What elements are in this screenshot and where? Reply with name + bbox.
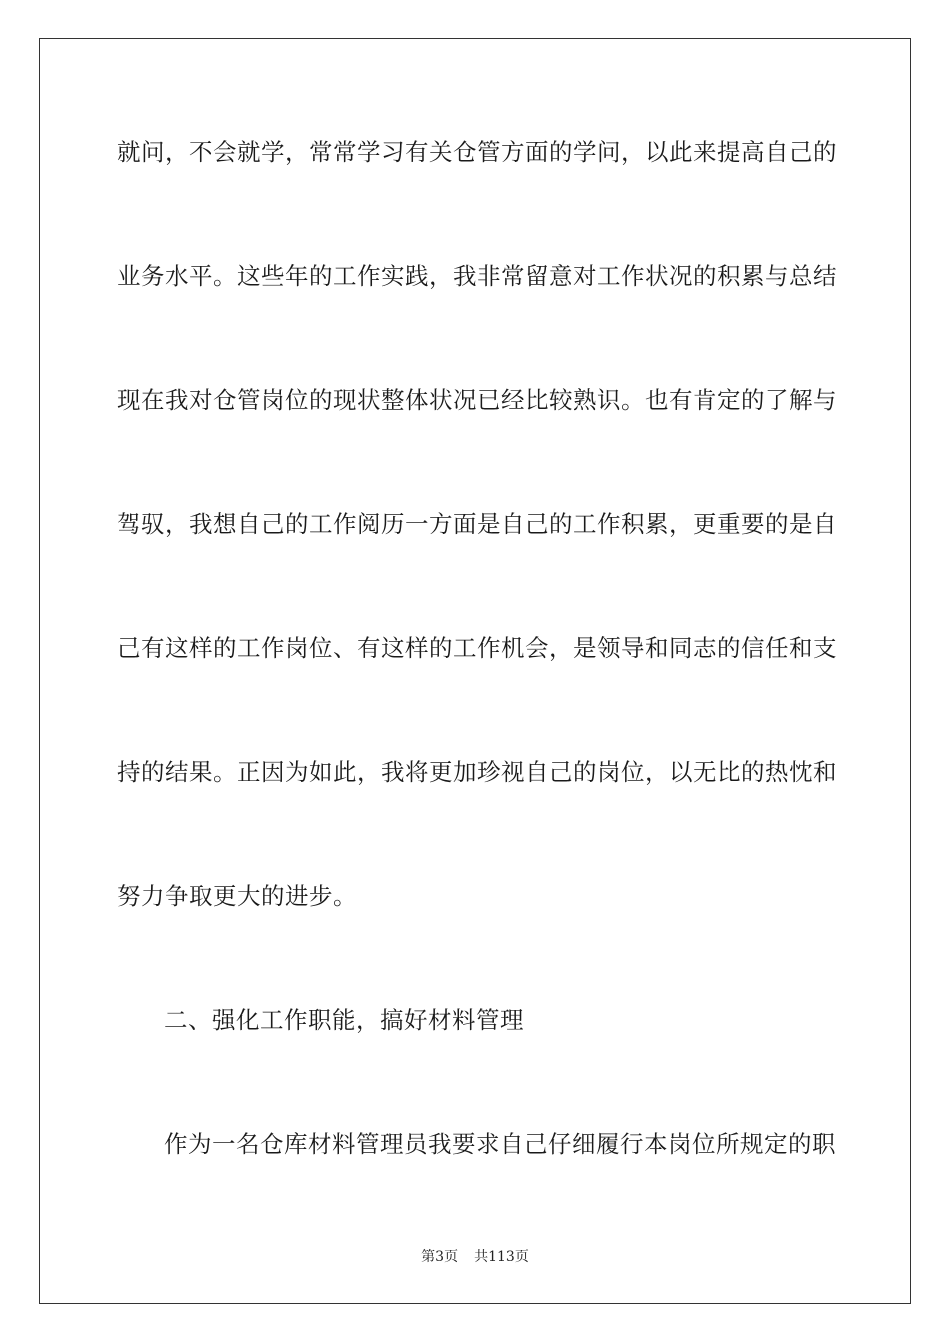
- current-page-number: 第3页: [421, 1249, 459, 1265]
- paragraph-line: 己有这样的工作岗位、有这样的工作机会，是领导和同志的信任和支: [117, 634, 837, 662]
- paragraph-line: 驾驭，我想自己的工作阅历一方面是自己的工作积累，更重要的是自: [117, 510, 837, 538]
- document-body: [117, 128, 837, 1244]
- page-footer: [0, 1246, 950, 1266]
- paragraph-line: 就问，不会就学，常常学习有关仓管方面的学问，以此来提高自己的: [117, 138, 837, 166]
- paragraph-line: 作为一名仓库材料管理员我要求自己仔细履行本岗位所规定的职: [164, 1130, 836, 1158]
- paragraph-line: 业务水平。这些年的工作实践，我非常留意对工作状况的积累与总结: [117, 262, 837, 290]
- paragraph-line: 努力争取更大的进步。: [117, 882, 357, 910]
- section-heading: 二、强化工作职能，搞好材料管理: [164, 1006, 524, 1034]
- total-page-count: 共113页: [474, 1249, 529, 1265]
- paragraph-line: 持的结果。正因为如此，我将更加珍视自己的岗位，以无比的热忱和: [117, 758, 837, 786]
- paragraph-line: 现在我对仓管岗位的现状整体状况已经比较熟识。也有肯定的了解与: [117, 386, 837, 414]
